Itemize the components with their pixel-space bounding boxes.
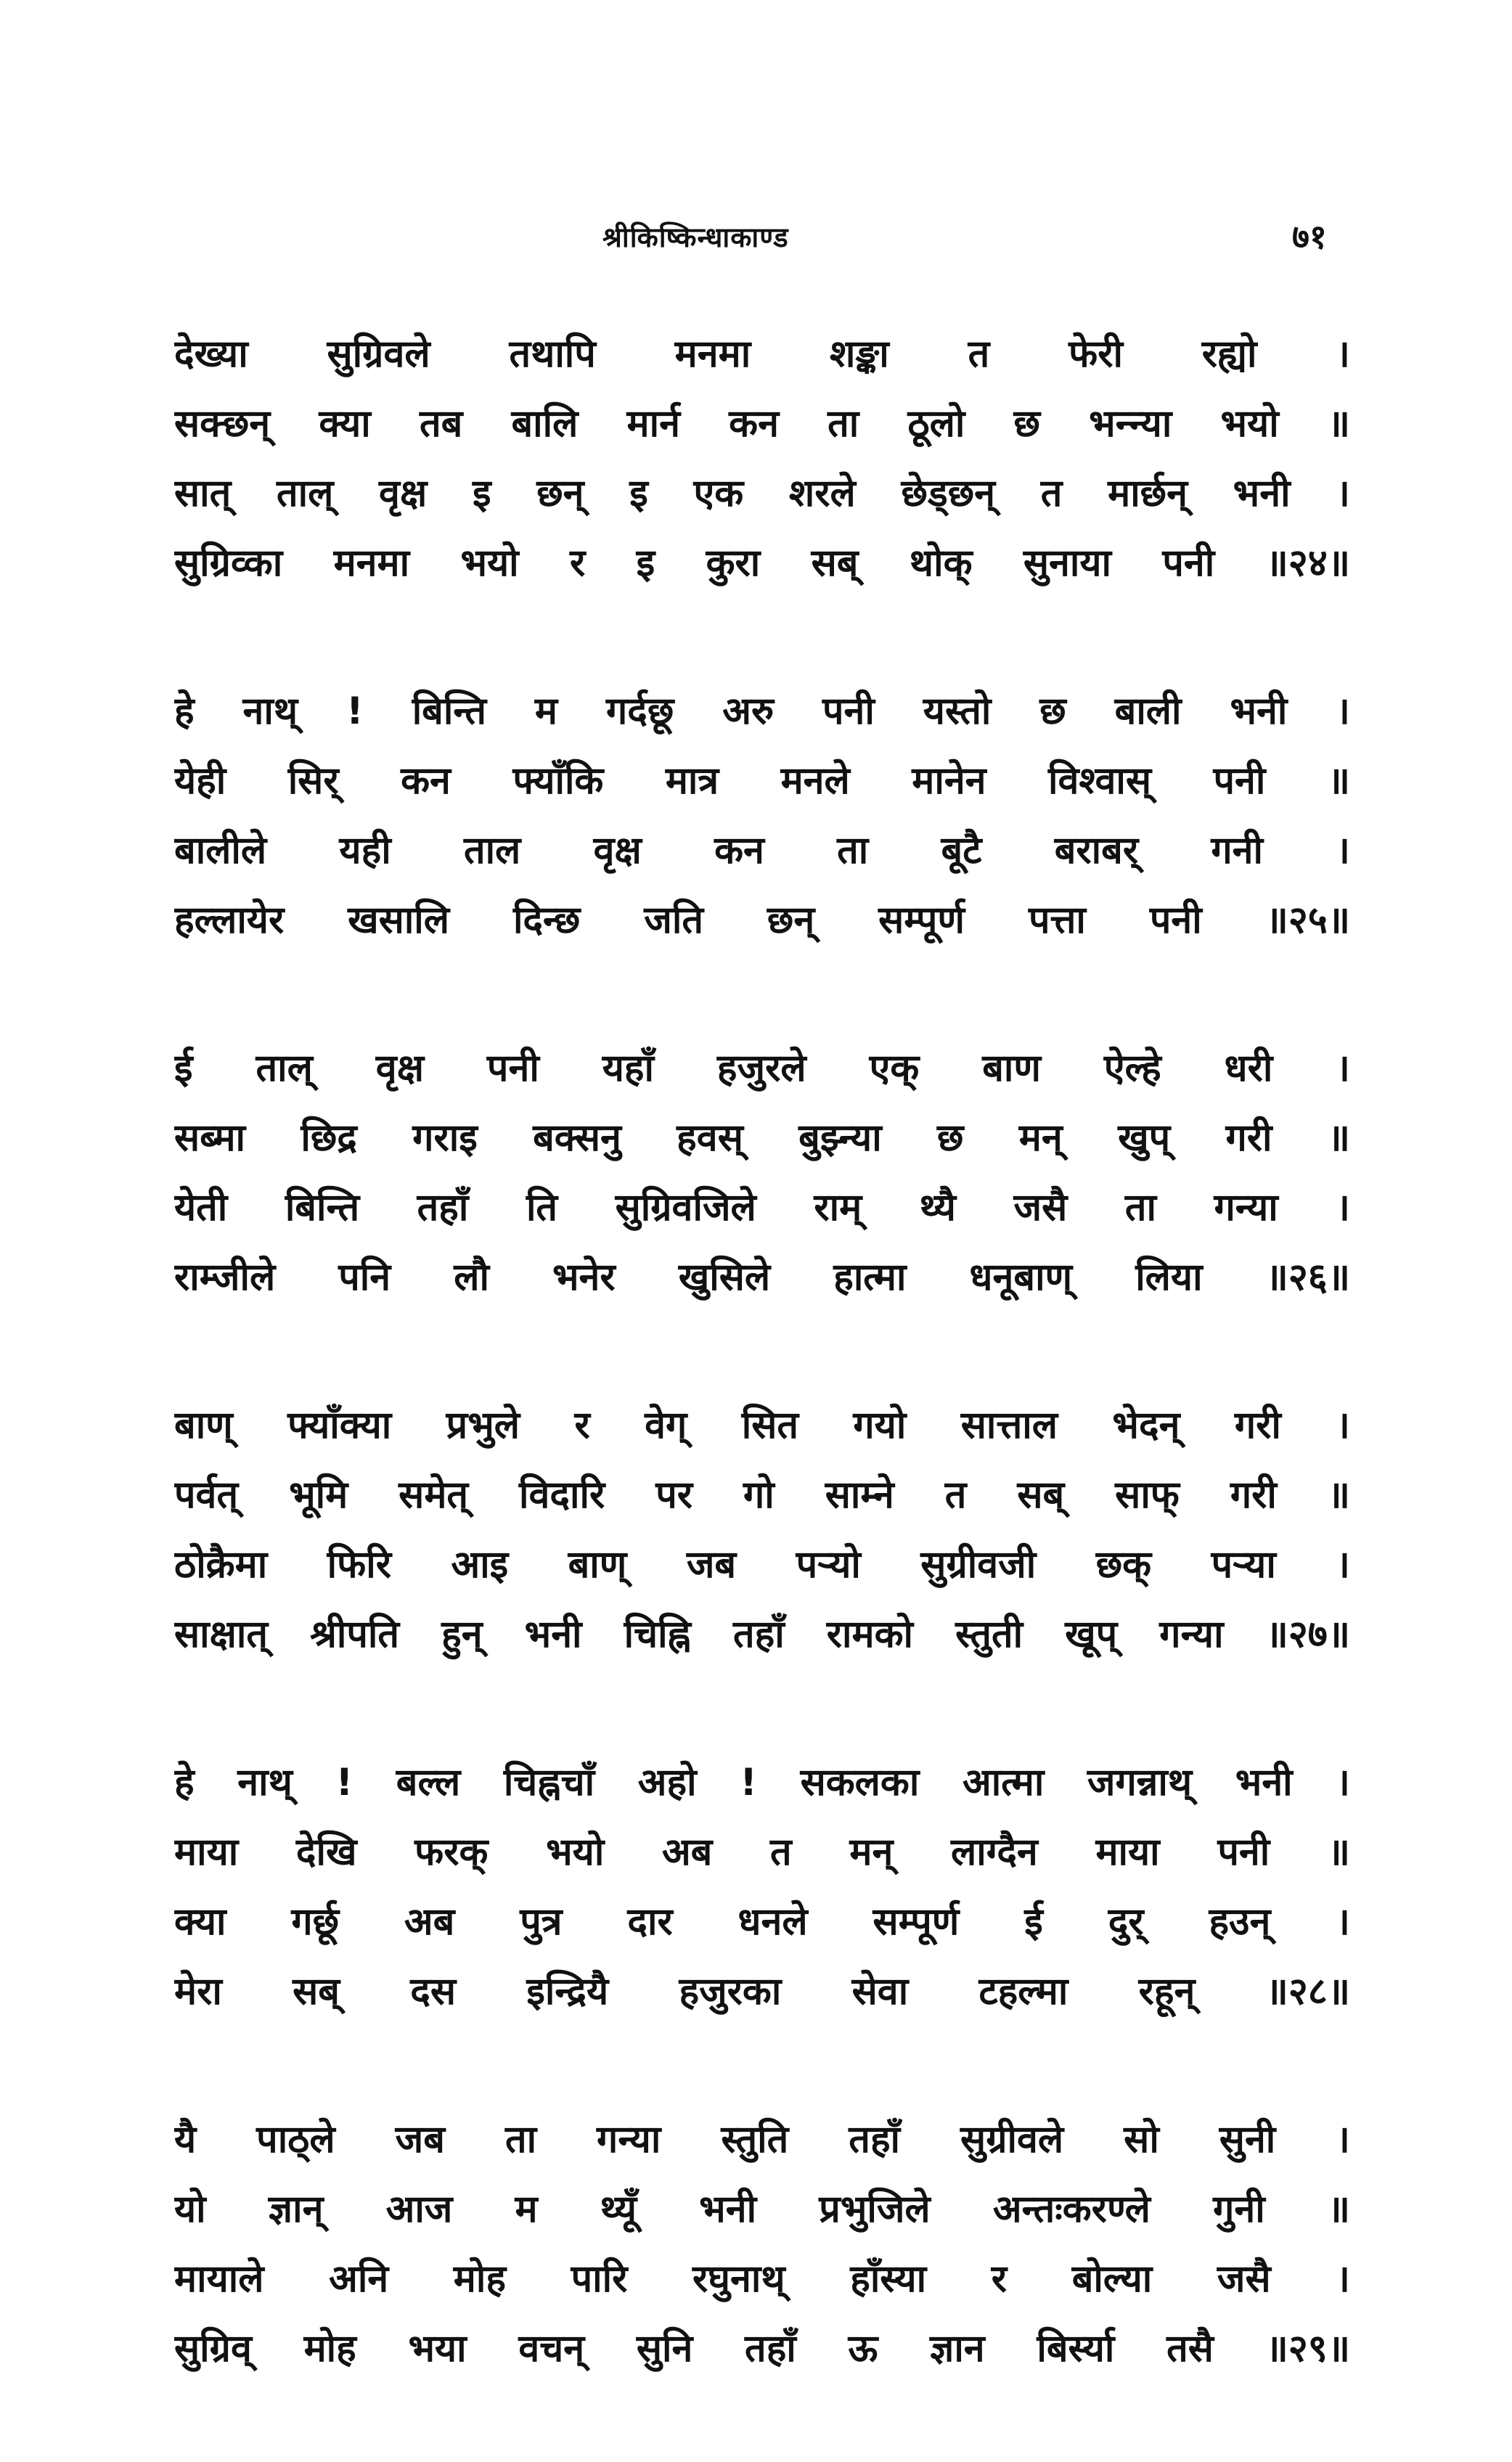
stanza-24	[174, 319, 1350, 598]
stanza-29	[174, 2105, 1350, 2384]
page-number: ७१	[1292, 217, 1327, 256]
stanza-28	[174, 1748, 1350, 2027]
verse-line: साक्षात् श्रीपति हुन् भनी चिह्नि तहाँ रामको स्तुती खूप् गन्या ॥२७॥	[174, 1613, 1350, 1656]
stanza-27	[174, 1391, 1350, 1669]
verse-line: मायाले अनि मोह पारि रघुनाथ् हाँस्या र बोल्या जसै ।	[174, 2257, 1350, 2301]
verse-line: क्या गर्छू अब पुत्र दार धनले सम्पूर्ण ई दुर् हउन् ।	[174, 1900, 1350, 1944]
verse-line: सक्छन् क्या तब बालि मार्न कन ता ठूलो छ भन्न्या भयो ॥	[174, 402, 1350, 446]
verse-line: यो ज्ञान् आज म थ्यूँ भनी प्रभुजिले अन्तःकरण्ले गुनी ॥	[174, 2188, 1350, 2231]
verse-line: माया देखि फरक् भयो अब त मन् लाग्दैन माया पनी ॥	[174, 1831, 1350, 1874]
verse-line: ठोक्रैमा फिरि आइ बाण् जब पऱ्यो सुग्रीवजी छक् पऱ्या ।	[174, 1543, 1350, 1587]
verse-line: सुग्रिव्का मनमा भयो र इ कुरा सब् थोक् सुनाया पनी ॥२४॥	[174, 541, 1350, 585]
verse-line: येही सिर् कन फ्याँकि मात्र मनले मानेन विश्वास् पनी ॥	[174, 759, 1350, 803]
verse-line: हल्लायेर खसालि दिन्छ जति छन् सम्पूर्ण पत्ता पनी ॥२५॥	[174, 899, 1350, 942]
verse-line: पर्वत् भूमि समेत् विदारि पर गो साम्ने त सब् साफ् गरी ॥	[174, 1473, 1350, 1517]
verse-line: देख्या सुग्रिवले तथापि मनमा शङ्का त फेरी रह्यो ।	[174, 332, 1350, 376]
verse-line: येती बिन्ति तहाँ ति सुग्रिवजिले राम् थ्यै जसै ता गन्या ।	[174, 1186, 1350, 1230]
verse-line: हे नाथ् ! बल्ल चिह्नचाँ अहो ! सकलका आत्मा जगन्नाथ् भनी ।	[174, 1761, 1350, 1804]
verse-line: राम्जीले पनि लौ भनेर खुसिले हात्मा धनूबाण् लिया ॥२६॥	[174, 1256, 1350, 1299]
verse-line: बाण् फ्याँक्या प्रभुले र वेग् सित गयो सात्ताल भेदन् गरी ।	[174, 1404, 1350, 1447]
verse-line: मेरा सब् दस इन्द्रियै हजुरका सेवा टहल्मा रहून् ॥२८॥	[174, 1970, 1350, 2013]
verse-line: ई ताल् वृक्ष पनी यहाँ हजुरले एक् बाण ऐल्हे धरी ।	[174, 1047, 1350, 1090]
verse-line: हे नाथ् ! बिन्ति म गर्दछू अरु पनी यस्तो छ बाली भनी ।	[174, 690, 1350, 733]
verse-line: बालीले यही ताल वृक्ष कन ता बूटै बराबर् गनी ।	[174, 829, 1350, 872]
stanza-26	[174, 1034, 1350, 1312]
verse-line: सुग्रिव् मोह भया वचन् सुनि तहाँ ऊ ज्ञान बिर्स्या तसै ॥२९॥	[174, 2327, 1350, 2371]
verse-line: सब्मा छिद्र गराइ बक्सनु हवस् बुझ्न्या छ मन् खुप् गरी ॥	[174, 1116, 1350, 1160]
verse-body	[174, 319, 1350, 2462]
running-header	[0, 218, 1512, 261]
verse-line: यै पाठ्ले जब ता गन्या स्तुति तहाँ सुग्रीवले सो सुनी ।	[174, 2118, 1350, 2162]
running-title: श्रीकिष्किन्धाकाण्ड	[602, 221, 789, 253]
verse-line: सात् ताल् वृक्ष इ छन् इ एक शरले छेड्छन् त मार्छन् भनी ।	[174, 472, 1350, 515]
stanza-25	[174, 676, 1350, 955]
